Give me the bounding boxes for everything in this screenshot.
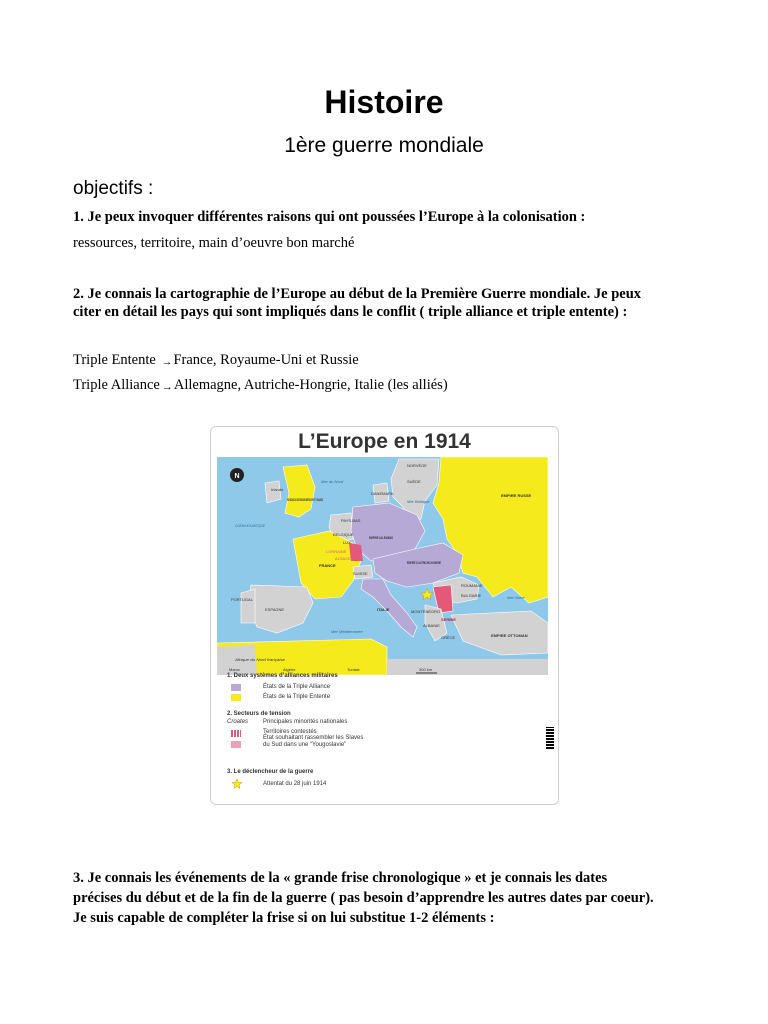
legend-slaves-text-2: du Sud dans une “Yougoslavie” xyxy=(263,742,347,748)
legend-section-3-title: 3. Le déclencheur de la guerre xyxy=(227,769,314,775)
arrow-icon: → xyxy=(161,381,173,393)
ireland-shape xyxy=(265,481,281,503)
objective-2-heading-line1: 2. Je connais la cartographie de l’Europe au début de la Première Guerre mondiale. Je peux xyxy=(73,286,642,302)
objective-3-line3: Je suis capable de compléter la frise si on lui substitue 1-2 éléments : xyxy=(73,910,495,926)
triple-entente-members: France, Royaume-Uni et Russie xyxy=(173,352,359,368)
label-mediterranean: Mer Méditerranée xyxy=(331,629,363,634)
legend-alliance-text: États de la Triple Alliance xyxy=(263,684,331,690)
libya-egypt-shape xyxy=(387,659,548,675)
legend-contested-swatch xyxy=(231,730,241,737)
label-montenegro: MONTÉNÉGRO xyxy=(411,609,441,614)
label-norway: NORVÈGE xyxy=(407,463,427,468)
barcode-icon xyxy=(546,727,554,749)
legend-entente-swatch xyxy=(231,694,241,701)
label-tunisia: Tunisie xyxy=(347,667,360,672)
label-ocean: OCÉAN ATLANTIQUE xyxy=(235,523,266,528)
label-switzerland: SUISSE xyxy=(353,571,368,576)
legend-attentat-text: Attentat du 28 juin 1914 xyxy=(263,781,327,787)
label-italy: ITALIE xyxy=(377,607,390,612)
label-algeria: Algérie xyxy=(283,667,296,672)
label-lorraine: LORRAINE xyxy=(326,549,347,554)
portugal-shape xyxy=(241,589,255,623)
label-serbia: SERBIE xyxy=(441,617,456,622)
label-france: FRANCE xyxy=(319,563,336,568)
label-black-sea: Mer Noire xyxy=(507,595,525,600)
triple-alliance-label: Triple Alliance xyxy=(73,377,160,393)
triple-entente-label: Triple Entente xyxy=(73,352,156,368)
label-alsace: ALSACE xyxy=(335,556,351,561)
objective-1-answer: ressources, territoire, main d’oeuvre bon marché xyxy=(73,235,355,251)
page-subtitle: 1ère guerre mondiale xyxy=(284,134,484,157)
legend-croates-text: Croates xyxy=(227,719,249,725)
label-scale: 300 km xyxy=(419,667,433,672)
svg-text:N: N xyxy=(234,473,240,480)
triple-alliance-members: Allemagne, Autriche-Hongrie, Italie (les alliés) xyxy=(173,377,448,393)
label-greece: GRÈCE xyxy=(441,635,456,640)
label-netherlands: PAYS-BAS xyxy=(341,518,361,523)
label-morocco: Maroc xyxy=(229,667,241,672)
objective-3-line1: 3. Je connais les événements de la « grande frise chronologique » et je connais les dates xyxy=(73,870,608,886)
label-germany: EMPIRE ALLEMAND xyxy=(369,535,394,540)
label-north-sea: Mer du Nord xyxy=(321,479,344,484)
label-albania: ALBANIE xyxy=(423,623,440,628)
label-denmark: DANEMARK xyxy=(371,491,394,496)
objective-1-heading: 1. Je peux invoquer différentes raisons qui ont poussées l’Europe à la colonisation : xyxy=(73,209,586,225)
legend-alliance-swatch xyxy=(231,684,241,691)
legend-minorities-text: Principales minorités nationales xyxy=(263,719,348,725)
label-romania: ROUMANIE xyxy=(461,583,483,588)
label-ottoman: EMPIRE OTTOMAN xyxy=(491,633,528,638)
triple-alliance-line xyxy=(73,375,703,396)
legend-section-1-title: 1. Deux systèmes d’alliances militaires xyxy=(227,673,338,679)
legend-attentat-icon xyxy=(231,779,243,789)
label-russia: EMPIRE RUSSE xyxy=(501,493,532,498)
alsace-lorraine-shape xyxy=(349,543,363,561)
triple-entente-line xyxy=(73,350,703,371)
label-austria-hungary: EMPIRE D’AUTRICHE-HONGRIE xyxy=(407,560,442,565)
label-portugal: PORTUGAL xyxy=(231,597,253,602)
legend-slaves-text-1: État souhaitant rassembler les Slaves xyxy=(263,735,364,741)
label-lux: LUX. xyxy=(343,540,352,545)
legend-entente-text: États de la Triple Entente xyxy=(263,694,331,700)
objective-3-line2: précises du début et de la fin de la guerre ( pas besoin d’apprendre les autres dates par coeur). xyxy=(73,890,654,906)
label-baltic-sea: Mer Baltique xyxy=(407,499,430,504)
label-sweden: SUÈDE xyxy=(407,479,421,484)
objectifs-heading: objectifs : xyxy=(73,178,154,199)
label-uk: ROYAUME-UNI DE GRANDE-BRETAGNE ET D’IRLANDE xyxy=(287,497,324,502)
europe-1914-map-figure xyxy=(210,426,559,805)
label-spain: ESPAGNE xyxy=(265,607,285,612)
label-north-africa: Afrique du Nord française xyxy=(233,657,286,662)
legend-slaves-swatch xyxy=(231,741,241,748)
label-belgium: BELGIQUE xyxy=(333,532,354,537)
label-ireland: Irlande xyxy=(271,487,284,492)
legend-section-2-title: 2. Secteurs de tension xyxy=(227,711,291,717)
map-title: L’Europe en 1914 xyxy=(298,430,471,453)
label-bulgaria: BULGARIE xyxy=(461,593,482,598)
page-title: Histoire xyxy=(324,84,444,120)
arrow-icon: → xyxy=(161,356,173,368)
legend-contested-text: Territoires contestés xyxy=(263,729,317,735)
objective-2-heading-line2: citer en détail les pays qui sont impliqués dans le conflit ( triple alliance et triple entente) : xyxy=(73,304,628,320)
north-arrow-icon xyxy=(230,468,244,482)
